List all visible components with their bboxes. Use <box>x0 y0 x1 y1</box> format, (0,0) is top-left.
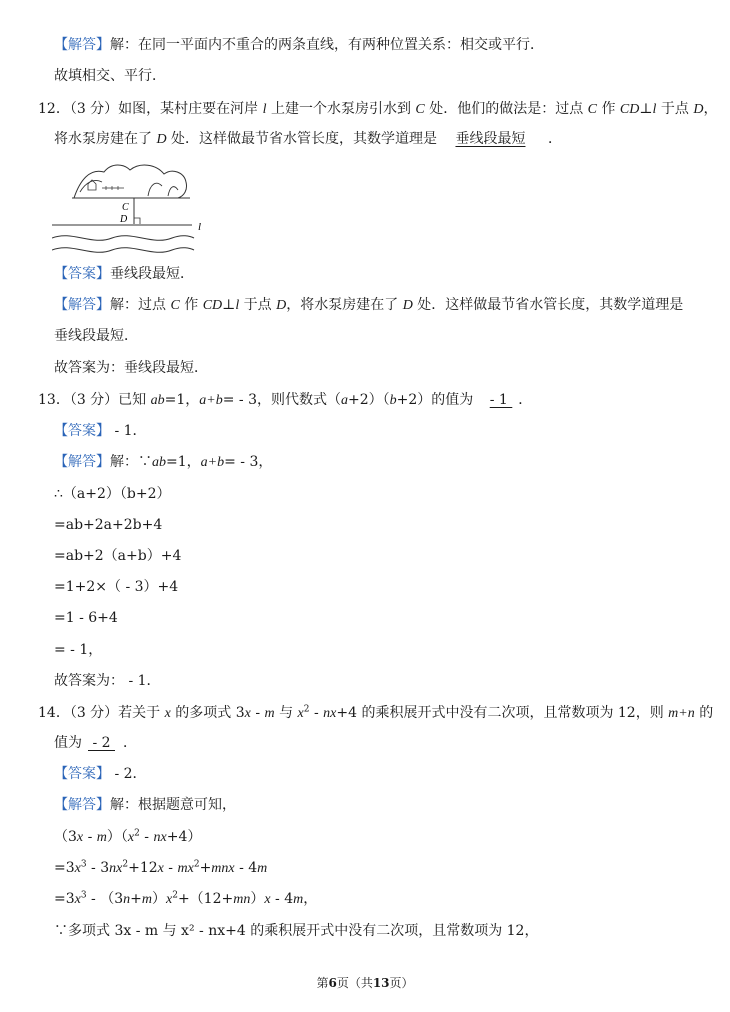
q12-solution-line1: 【解答】解：过点 C 作 CD⊥l 于点 D，将水泵房建在了 D 处．这样做最节省水管长度，其数学道理是 <box>54 297 684 313</box>
q13-answer: 【答案】 - 1． <box>54 423 147 439</box>
q12-answer: 【答案】垂线段最短． <box>54 266 194 282</box>
total-pages: 13 <box>372 976 390 990</box>
river-wave-2 <box>52 248 194 253</box>
line-l-label: l <box>198 221 202 233</box>
q13-step6: = - 1， <box>54 642 103 658</box>
q14-step3: $=3x^3 - (3n+m)x^2+(12+mn)x - 4m$， <box>54 890 318 907</box>
q14-condition: ∵多项式 3x - m 与 x² - nx+4 的乘积展开式中没有二次项，且常数项为 12， <box>54 923 539 939</box>
q14-step2: $=3x^3 - 3nx^2+12x - mx^2+mnx - 4m$ <box>54 859 268 876</box>
q12-fill: 故答案为：垂线段最短． <box>54 360 208 376</box>
page-footer: 第6页（共13页） <box>316 976 414 990</box>
solution-tag: 【解答】 <box>54 37 110 53</box>
q12-answer-blank: 垂线段最短 <box>455 131 526 147</box>
right-angle-mark <box>134 218 140 224</box>
river-pump-figure <box>52 158 212 258</box>
q13-step4: =1+2×（ - 3）+4 <box>54 579 179 595</box>
q12-stem-line2: 将水泵房建在了 D 处．这样做最节省水管长度，其数学道理是 垂线段最短 ． <box>54 131 562 147</box>
q14-answer-blank: - 2 <box>88 735 115 751</box>
q13-step3: =ab+2（a+b）+4 <box>54 548 182 564</box>
q12-stem-line1: 12．（3 分）如图，某村庄要在河岸 l 上建一个水泵房引水到 C 处．他们的做法是：过点 C 作 CD⊥l 于点 D， <box>38 101 718 117</box>
q13-answer-blank: - 1 <box>489 392 513 408</box>
q14-solution: 【解答】解：根据题意可知， <box>54 797 236 813</box>
q14-stem-line2: 值为 - 2 ． <box>54 735 137 751</box>
q13-step1: ∴（a+2）（b+2） <box>54 486 171 502</box>
q13-fill: 故答案为： - 1． <box>54 673 161 689</box>
current-page: 6 <box>328 976 337 990</box>
q13-step2: =ab+2a+2b+4 <box>54 517 163 533</box>
point-c-label: C <box>122 202 129 213</box>
q12-solution-line2: 垂线段最短． <box>54 328 138 344</box>
q11-solution: 【解答】解：在同一平面内不重合的两条直线，有两种位置关系：相交或平行． <box>54 37 544 53</box>
q14-stem-line1: 14．（3 分）若关于 x 的多项式 3x - m 与 $x^2 - nx+4$ 的乘积展开式中没有二次项，且常数项为 12，则 m+n 的 <box>38 704 714 721</box>
river-wave-1 <box>52 236 194 241</box>
q14-answer: 【答案】 - 2． <box>54 766 147 782</box>
q11-fill: 故填相交、平行． <box>54 68 166 84</box>
q13-stem: 13．（3 分）已知 ab=1，a+b= - 3，则代数式（a+2）（b+2）的值为 - 1 ． <box>38 392 533 408</box>
q14-step1: $(3x - m)(x^2 - nx+4)$ <box>54 828 202 845</box>
point-d-label: D <box>120 214 128 225</box>
q13-step5: =1 - 6+4 <box>54 610 118 626</box>
q13-solution: 【解答】解：∵ab=1，a+b= - 3， <box>54 454 273 470</box>
